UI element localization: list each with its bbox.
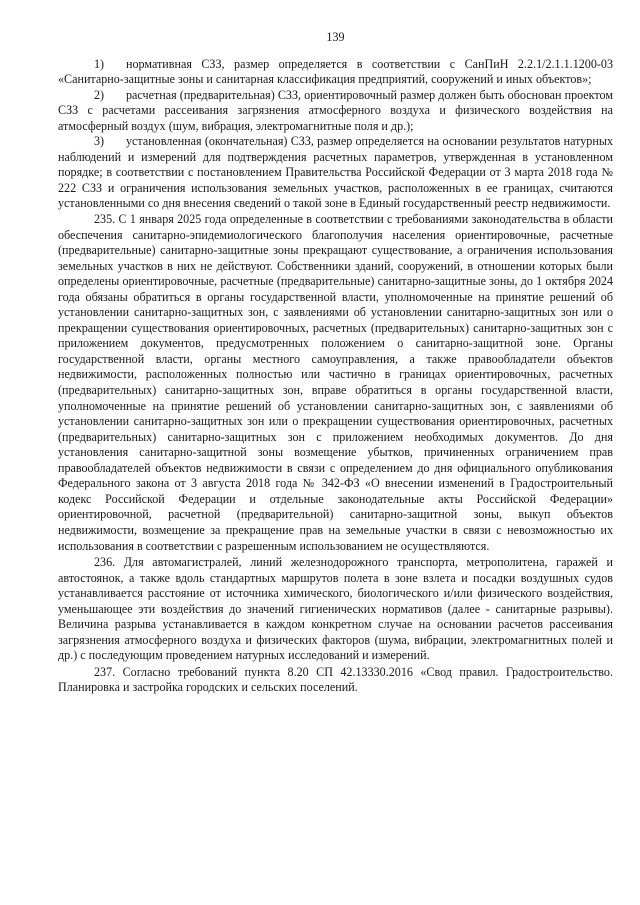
document-page [58,30,613,696]
list-item-2 [58,88,613,135]
list-item-text: нормативная СЗЗ, размер определяется в соответствии с СанПиН 2.2.1/2.1.1.1200-03 «Санитарно-защитные зоны и санитарная классификация предприятий, сооружений и иных объектов»; [58,56,613,87]
list-item-1 [58,57,613,88]
list-number: 3) [94,134,105,149]
paragraph-237: 237. Согласно требований пункта 8.20 СП 42.13330.2016 «Свод правил. Градостроительство. Планировка и застройка городских и сельских поселений. [58,664,613,695]
list-item-text: расчетная (предварительная) СЗЗ, ориентировочный размер должен быть обоснован проектом СЗЗ с расчетами рассеивания загрязнения атмосферного воздуха и физического воздействия на атмосферный воздух (шум, вибрация, электромагнитные поля и др.); [58,87,613,133]
list-number: 2) [94,87,105,102]
list-number: 1) [94,56,105,71]
paragraph-235: 235. С 1 января 2025 года определенные в соответствии с требованиями законодательства в области обеспечения санитарно-эпидемиологического благополучия населения ориентировочные, расчетные (предварительные) санитарно-защитные зоны прекращают существование, а ограничения использования земельных участков в них не действуют. Собственники зданий, сооружений, в отношении которых были определены ориентировочные, расчетные (предварительные) санитарно-защитные зоны, до 1 октября 2024 года обязаны обратиться в органы государственной власти, уполномоченные на принятие решений об установлении санитарно-защитных зон, с заявлениями об установлении санитарно-защитных зон или о прекращении существования ориентировочных, расчетных (предварительных) санитарно-защитных зон с приложением документов, предусмотренных положением о санитарно-защитной зоне. Органы государственной власти, органы местного самоуправления, а также правообладатели объектов недвижимости, расположенных полностью или частично в границах ориентировочных, расчетных (предварительных) санитарно-защитных зон, вправе обратиться в органы государственной власти, уполномоченные на принятие решений об установлении санитарно-защитных зон, с заявлениями об установлении санитарно-защитных зон или о прекращении существования ориентировочных, расчетных (предварительных) санитарно-защитных зон с приложением необходимых документов. До дня установления санитарно-защитной зоны возмещение убытков, причиненных ограничением прав правообладателей объектов недвижимости в связи с определением до дня официального опубликования Федерального закона от 3 августа 2018 года № 342-ФЗ «О внесении изменений в Градостроительный кодекс Российской Федерации и отдельные законодательные акты Российской Федерации» ориентировочной, расчетной (предварительной) санитарно-защитной зоны, выкуп объектов недвижимости, возмещение за прекращение прав на земельные участки в связи с невозможностью их использования в соответствии с разрешенным использованием не осуществляются. [58,212,613,553]
list-item-text: установленная (окончательная) СЗЗ, размер определяется на основании результатов натурных наблюдений и измерений для подтверждения расчетных параметров, утвержденная в установленном порядке; в соответствии с постановлением Правительства Российской Федерации от 3 марта 2018 года № 222 СЗЗ и ограничения использования земельных участков, расположенных в ее границах, считаются установленными со дня внесения сведений о такой зоне в Единый государственный реестр недвижимости. [58,134,613,211]
paragraph-236: 236. Для автомагистралей, линий железнодорожного транспорта, метрополитена, гаражей и автостоянок, а также вдоль стандартных маршрутов полета в зоне взлета и посадки воздушных судов устанавливается расстояние от источника химического, биологического и/или физического воздействия, уменьшающее эти воздействия до значений гигиенических нормативов (далее - санитарные разрывы). Величина разрыва устанавливается в каждом конкретном случае на основании расчетов рассеивания загрязнения атмосферного воздуха и физических факторов (шума, вибрации, электромагнитных полей и др.) с последующим проведением натурных исследований и измерений. [58,555,613,663]
page-number: 139 [326,30,345,44]
list-item-3 [58,134,613,212]
